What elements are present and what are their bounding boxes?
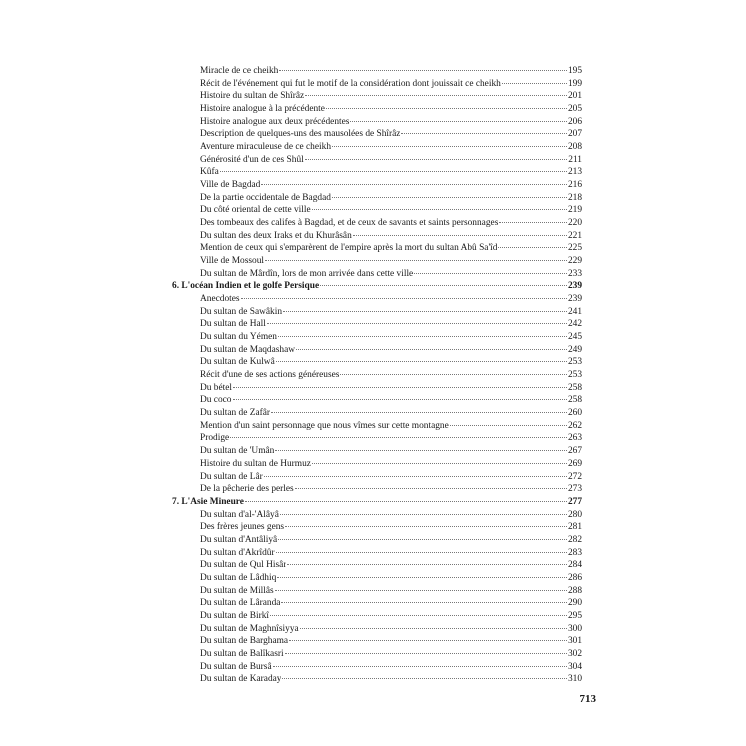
toc-entry-row bbox=[172, 141, 582, 154]
toc-entry-row bbox=[172, 458, 582, 471]
toc-entry-row bbox=[172, 445, 582, 458]
toc-entry-page: 220 bbox=[567, 218, 582, 229]
toc-entry-row bbox=[172, 65, 582, 78]
toc-entry-page: 241 bbox=[567, 306, 582, 317]
toc-entry-page: 199 bbox=[567, 78, 582, 89]
toc-entry-page: 216 bbox=[567, 180, 582, 191]
toc-entry-page: 290 bbox=[567, 598, 582, 609]
toc-entry-page: 225 bbox=[567, 243, 582, 254]
toc-chapter-row bbox=[172, 280, 582, 293]
toc-entry-title: Du sultan de Millâs bbox=[200, 585, 274, 596]
dot-leader bbox=[326, 108, 567, 109]
toc-entry-title: Description de quelques-uns des mausolées de Shîrâz bbox=[200, 129, 401, 140]
toc-entry-title: Anecdotes bbox=[200, 294, 240, 305]
toc-entry-page: 280 bbox=[567, 509, 582, 520]
dot-leader bbox=[312, 209, 567, 210]
dot-leader bbox=[281, 602, 566, 603]
dot-leader bbox=[350, 121, 567, 122]
toc-entry-page: 310 bbox=[567, 674, 582, 685]
toc-entry-page: 304 bbox=[567, 661, 582, 672]
toc-entry-page: 219 bbox=[567, 205, 582, 216]
toc-entry-row bbox=[172, 534, 582, 547]
dot-leader bbox=[233, 399, 567, 400]
dot-leader bbox=[498, 247, 567, 248]
dot-leader bbox=[270, 615, 567, 616]
toc-entry-title: Du sultan de Sawâkin bbox=[200, 306, 283, 317]
dot-leader bbox=[285, 653, 567, 654]
toc-entry-page: 207 bbox=[567, 129, 582, 140]
page-number: 713 bbox=[579, 693, 596, 705]
toc-entry-title: Histoire du sultan de Hurmuz bbox=[200, 458, 311, 469]
toc-entry-page: 239 bbox=[567, 294, 582, 305]
toc-entry-title: Du sultan de Hall bbox=[200, 319, 266, 330]
toc-entry-page: 295 bbox=[567, 610, 582, 621]
toc-entry-page: 208 bbox=[567, 142, 582, 153]
dot-leader bbox=[320, 285, 567, 286]
toc-entry-page: 258 bbox=[567, 382, 582, 393]
dot-leader bbox=[265, 260, 567, 261]
toc-entry-row bbox=[172, 572, 582, 585]
dot-leader bbox=[401, 133, 566, 134]
toc-entry-row bbox=[172, 166, 582, 179]
toc-entry-row bbox=[172, 293, 582, 306]
toc-entry-page: 260 bbox=[567, 408, 582, 419]
toc-entry-title: Du sultan de Lâr bbox=[200, 471, 263, 482]
dot-leader bbox=[287, 564, 566, 565]
dot-leader bbox=[283, 311, 567, 312]
toc-entry-row bbox=[172, 116, 582, 129]
toc-entry-title: Du sultan du Yémen bbox=[200, 332, 277, 343]
toc-entry-row bbox=[172, 179, 582, 192]
toc-entry-row bbox=[172, 521, 582, 534]
dot-leader bbox=[296, 349, 567, 350]
toc-entry-page: 229 bbox=[567, 256, 582, 267]
toc-entry-title: Prodige bbox=[200, 433, 230, 444]
dot-leader bbox=[277, 577, 567, 578]
dot-leader bbox=[267, 323, 567, 324]
toc-entry-page: 258 bbox=[567, 395, 582, 406]
dot-leader bbox=[332, 197, 567, 198]
toc-entry-row bbox=[172, 318, 582, 331]
dot-leader bbox=[241, 298, 567, 299]
dot-leader bbox=[275, 590, 567, 591]
dot-leader bbox=[499, 222, 567, 223]
table-of-contents bbox=[172, 65, 582, 686]
dot-leader bbox=[245, 501, 567, 502]
toc-entry-row bbox=[172, 483, 582, 496]
toc-entry-title: Histoire du sultan de Shîrâz bbox=[200, 91, 305, 102]
toc-entry-page: 218 bbox=[567, 192, 582, 203]
toc-entry-row bbox=[172, 597, 582, 610]
toc-entry-row bbox=[172, 382, 582, 395]
toc-entry-title: Du sultan de Bursâ bbox=[200, 661, 272, 672]
toc-entry-row bbox=[172, 509, 582, 522]
toc-entry-page: 288 bbox=[567, 585, 582, 596]
toc-entry-row bbox=[172, 635, 582, 648]
toc-entry-row bbox=[172, 217, 582, 230]
toc-entry-title: Du sultan de Barghama bbox=[200, 636, 289, 647]
toc-entry-row bbox=[172, 154, 582, 167]
toc-entry-title: Du sultan de Mârdîn, lors de mon arrivée dans cette ville bbox=[200, 268, 414, 279]
toc-entry-title: Histoire analogue à la précédente bbox=[200, 104, 325, 115]
toc-entry-title: Du côté oriental de cette ville bbox=[200, 205, 311, 216]
dot-leader bbox=[332, 146, 567, 147]
toc-entry-row bbox=[172, 407, 582, 420]
toc-entry-title: Aventure miraculeuse de ce cheikh bbox=[200, 142, 332, 153]
dot-leader bbox=[502, 83, 567, 84]
toc-entry-page: 201 bbox=[567, 91, 582, 102]
toc-entry-row bbox=[172, 673, 582, 686]
toc-entry-page: 284 bbox=[567, 560, 582, 571]
toc-entry-row bbox=[172, 331, 582, 344]
toc-entry-page: 273 bbox=[567, 484, 582, 495]
toc-chapter-row bbox=[172, 496, 582, 509]
toc-entry-title: 6. L'océan Indien et le golfe Persique bbox=[172, 281, 320, 292]
toc-entry-title: Du sultan d'al-'Alâyâ bbox=[200, 509, 279, 520]
toc-entry-page: 211 bbox=[568, 154, 582, 165]
toc-entry-row bbox=[172, 623, 582, 636]
toc-entry-page: 205 bbox=[567, 104, 582, 115]
dot-leader bbox=[305, 159, 568, 160]
toc-entry-page: 281 bbox=[567, 522, 582, 533]
toc-entry-page: 206 bbox=[567, 116, 582, 127]
dot-leader bbox=[230, 437, 567, 438]
dot-leader bbox=[278, 336, 567, 337]
toc-entry-title: Du sultan de Maqdashaw bbox=[200, 344, 296, 355]
toc-entry-page: 253 bbox=[567, 357, 582, 368]
dot-leader bbox=[264, 476, 567, 477]
toc-entry-page: 269 bbox=[567, 458, 582, 469]
toc-entry-row bbox=[172, 432, 582, 445]
toc-entry-title: 7. L'Asie Mineure bbox=[172, 496, 244, 507]
dot-leader bbox=[278, 539, 567, 540]
toc-entry-title: Du sultan de Qul Hisâr bbox=[200, 560, 287, 571]
toc-entry-row bbox=[172, 230, 582, 243]
toc-entry-row bbox=[172, 547, 582, 560]
toc-entry-row bbox=[172, 648, 582, 661]
dot-leader bbox=[289, 640, 567, 641]
toc-entry-title: Ville de Mossoul bbox=[200, 256, 265, 267]
toc-entry-row bbox=[172, 585, 582, 598]
dot-leader bbox=[300, 628, 567, 629]
toc-entry-title: Du sultan de Karaday bbox=[200, 674, 282, 685]
dot-leader bbox=[353, 235, 567, 236]
toc-entry-row bbox=[172, 394, 582, 407]
dot-leader bbox=[305, 95, 567, 96]
toc-entry-title: Miracle de ce cheikh bbox=[200, 66, 279, 76]
toc-entry-title: Générosité d'un de ces Shûl bbox=[200, 154, 304, 165]
toc-entry-title: Du sultan d'Antâliyâ bbox=[200, 534, 278, 545]
toc-entry-row bbox=[172, 242, 582, 255]
toc-entry-page: 267 bbox=[567, 446, 582, 457]
toc-entry-row bbox=[172, 471, 582, 484]
dot-leader bbox=[285, 526, 567, 527]
toc-entry-row bbox=[172, 661, 582, 674]
dot-leader bbox=[276, 361, 567, 362]
toc-entry-row bbox=[172, 103, 582, 116]
toc-entry-row bbox=[172, 204, 582, 217]
dot-leader bbox=[233, 387, 567, 388]
toc-entry-title: Du sultan des deux Iraks et du Khurâsân bbox=[200, 230, 352, 241]
toc-entry-page: 263 bbox=[567, 433, 582, 444]
toc-entry-row bbox=[172, 356, 582, 369]
toc-entry-title: Du sultan de Lâdhiq bbox=[200, 572, 277, 583]
toc-entry-title: Ville de Bagdad bbox=[200, 180, 261, 191]
toc-entry-row bbox=[172, 255, 582, 268]
toc-entry-page: 300 bbox=[567, 623, 582, 634]
toc-entry-title: Des frères jeunes gens bbox=[200, 522, 285, 533]
toc-entry-row bbox=[172, 369, 582, 382]
toc-entry-row bbox=[172, 128, 582, 141]
toc-entry-row bbox=[172, 192, 582, 205]
toc-entry-title: Des tombeaux des califes à Bagdad, et de ceux de savants et saints personnages bbox=[200, 218, 499, 229]
toc-entry-row bbox=[172, 420, 582, 433]
toc-entry-row bbox=[172, 559, 582, 572]
toc-entry-title: Du sultan de Maghnîsiyya bbox=[200, 623, 299, 634]
dot-leader bbox=[282, 678, 566, 679]
dot-leader bbox=[312, 463, 567, 464]
toc-entry-page: 286 bbox=[567, 572, 582, 583]
toc-entry-page: 221 bbox=[567, 230, 582, 241]
toc-entry-page: 282 bbox=[567, 534, 582, 545]
dot-leader bbox=[220, 171, 567, 172]
toc-entry-page: 249 bbox=[567, 344, 582, 355]
toc-entry-page: 233 bbox=[567, 268, 582, 279]
toc-entry-page: 239 bbox=[567, 281, 582, 292]
toc-entry-title: Du sultan d'Akrîdûr bbox=[200, 547, 275, 558]
dot-leader bbox=[261, 184, 567, 185]
toc-entry-page: 213 bbox=[567, 167, 582, 178]
dot-leader bbox=[295, 488, 567, 489]
toc-entry-title: Du sultan de 'Umân bbox=[200, 446, 275, 457]
dot-leader bbox=[273, 666, 567, 667]
toc-entry-title: Récit d'une de ses actions généreuses bbox=[200, 370, 340, 381]
toc-entry-page: 277 bbox=[567, 496, 582, 507]
toc-entry-page: 242 bbox=[567, 319, 582, 330]
toc-entry-page: 245 bbox=[567, 332, 582, 343]
toc-entry-title: Du sultan de Kulwâ bbox=[200, 357, 275, 368]
toc-entry-page: 272 bbox=[567, 471, 582, 482]
toc-entry-title: Récit de l'événement qui fut le motif de la considération dont jouissait ce cheikh bbox=[200, 78, 501, 89]
dot-leader bbox=[275, 450, 567, 451]
toc-entry-title: De la partie occidentale de Bagdad bbox=[200, 192, 331, 203]
toc-entry-title: Mention d'un saint personnage que nous vîmes sur cette montagne bbox=[200, 420, 449, 431]
dot-leader bbox=[279, 70, 567, 71]
toc-entry-page: 253 bbox=[567, 370, 582, 381]
toc-entry-row bbox=[172, 78, 582, 91]
toc-entry-title: Histoire analogue aux deux précédentes bbox=[200, 116, 350, 127]
toc-entry-title: Kûfa bbox=[200, 167, 219, 178]
dot-leader bbox=[340, 374, 567, 375]
toc-entry-title: Du sultan de Zafâr bbox=[200, 408, 271, 419]
toc-entry-page: 195 bbox=[567, 66, 582, 76]
dot-leader bbox=[414, 273, 567, 274]
toc-entry-row bbox=[172, 610, 582, 623]
toc-entry-title: Mention de ceux qui s'emparèrent de l'empire après la mort du sultan Abû Sa'îd bbox=[200, 243, 498, 254]
toc-entry-title: Du coco bbox=[200, 395, 232, 406]
toc-entry-page: 302 bbox=[567, 648, 582, 659]
toc-entry-title: De la pêcherie des perles bbox=[200, 484, 294, 495]
toc-entry-row bbox=[172, 344, 582, 357]
toc-entry-row bbox=[172, 90, 582, 103]
toc-entry-page: 283 bbox=[567, 547, 582, 558]
toc-entry-title: Du sultan de Balîkasri bbox=[200, 648, 284, 659]
toc-entry-page: 301 bbox=[567, 636, 582, 647]
toc-entry-row bbox=[172, 268, 582, 281]
toc-entry-title: Du sultan de Lâranda bbox=[200, 598, 281, 609]
dot-leader bbox=[276, 552, 567, 553]
toc-entry-row bbox=[172, 306, 582, 319]
dot-leader bbox=[450, 425, 567, 426]
toc-entry-title: Du sultan de Birkî bbox=[200, 610, 270, 621]
toc-entry-page: 262 bbox=[567, 420, 582, 431]
dot-leader bbox=[280, 514, 567, 515]
toc-entry-title: Du bétel bbox=[200, 382, 233, 393]
dot-leader bbox=[271, 412, 567, 413]
